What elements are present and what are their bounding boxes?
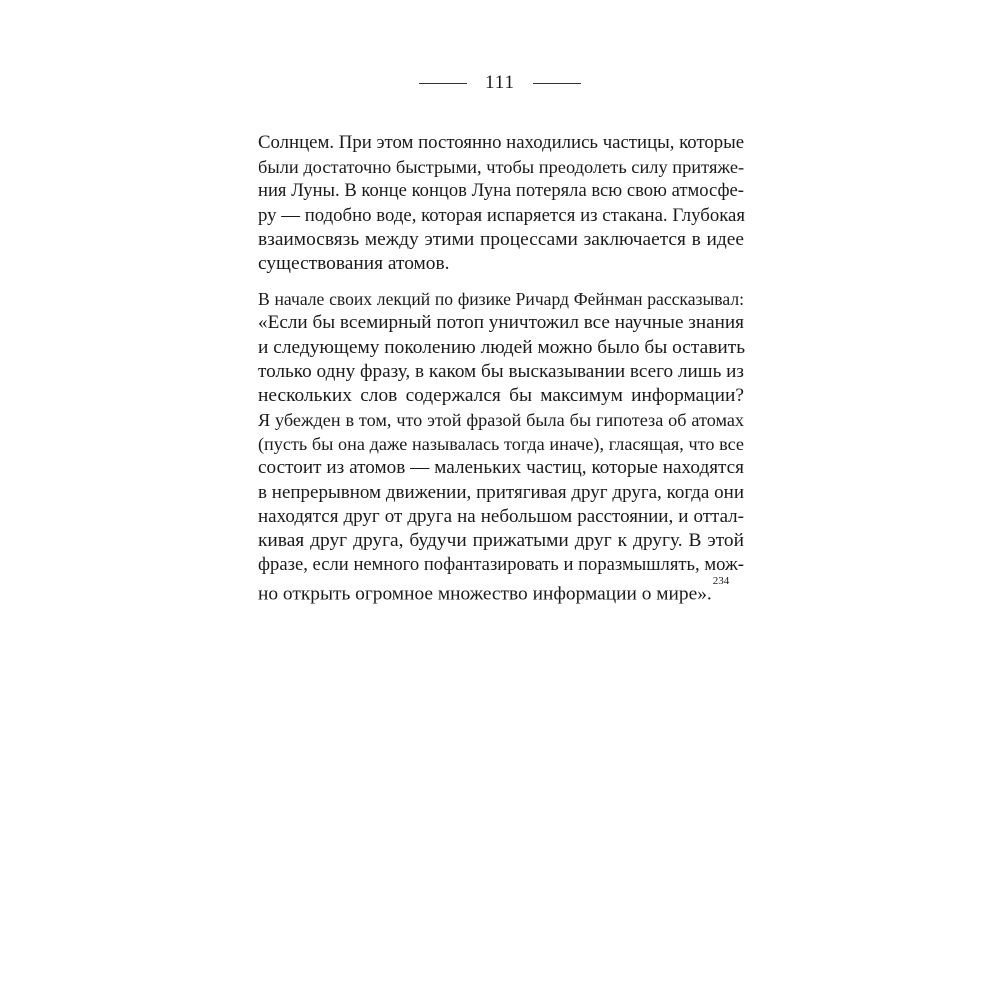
page-number: 111 xyxy=(484,72,516,93)
text-line: были достаточно быстрыми, чтобы преодолеть силу притяже- xyxy=(258,157,745,178)
text-line: но открыть огромное множество информации о мире». xyxy=(258,583,712,605)
text-line: ру — подобно воде, которая испаряется из стакана. Глубокая xyxy=(258,204,746,226)
text-line: Солнцем. При этом постоянно находились частицы, которые xyxy=(258,132,745,153)
text-line: и следующему поколению людей можно было бы оставить xyxy=(258,336,746,358)
header-rule-right xyxy=(533,83,581,84)
text-line: кивая друг друга, будучи прижатыми друг к другу. В этой xyxy=(258,530,744,551)
text-line: (пусть бы она даже называлась тогда иначе), гласящая, что все xyxy=(258,434,744,455)
text-line: в непрерывном движении, притягивая друг друга, когда они xyxy=(258,481,744,503)
body-text xyxy=(258,131,746,605)
footnote-ref: 234 xyxy=(712,575,730,588)
text-line: В начале своих лекций по физике Ричард Фейнман рассказывал: xyxy=(258,289,744,310)
page-header xyxy=(0,70,1000,96)
text-line: Я убежден в том, что этой фразой была бы гипотеза об атомах xyxy=(258,410,744,431)
header-rule-left xyxy=(419,83,467,84)
text-line: «Если бы всемирный потоп уничтожил все научные знания xyxy=(258,312,744,334)
text-line: состоит из атомов — маленьких частиц, которые находятся xyxy=(258,457,744,479)
text-line: существования атомов. xyxy=(258,252,450,274)
paragraph-gap xyxy=(258,276,744,287)
last-text-line xyxy=(258,575,744,605)
text-line: нескольких слов содержался бы максимум информации? xyxy=(258,384,744,406)
text-line: находятся друг от друга на небольшом расстоянии, и оттал- xyxy=(258,505,744,527)
text-line: взаимосвязь между этими процессами заключается в идее xyxy=(258,228,744,250)
paragraph-1 xyxy=(258,131,744,276)
text-line: ния Луны. В конце концов Луна потеряла всю свою атмосфе- xyxy=(258,180,744,202)
paragraph-2 xyxy=(258,287,746,605)
text-line: только одну фразу, в каком бы высказывании всего лишь из xyxy=(258,360,744,382)
text-line: фразе, если немного пофантазировать и поразмышлять, мож- xyxy=(258,554,744,576)
